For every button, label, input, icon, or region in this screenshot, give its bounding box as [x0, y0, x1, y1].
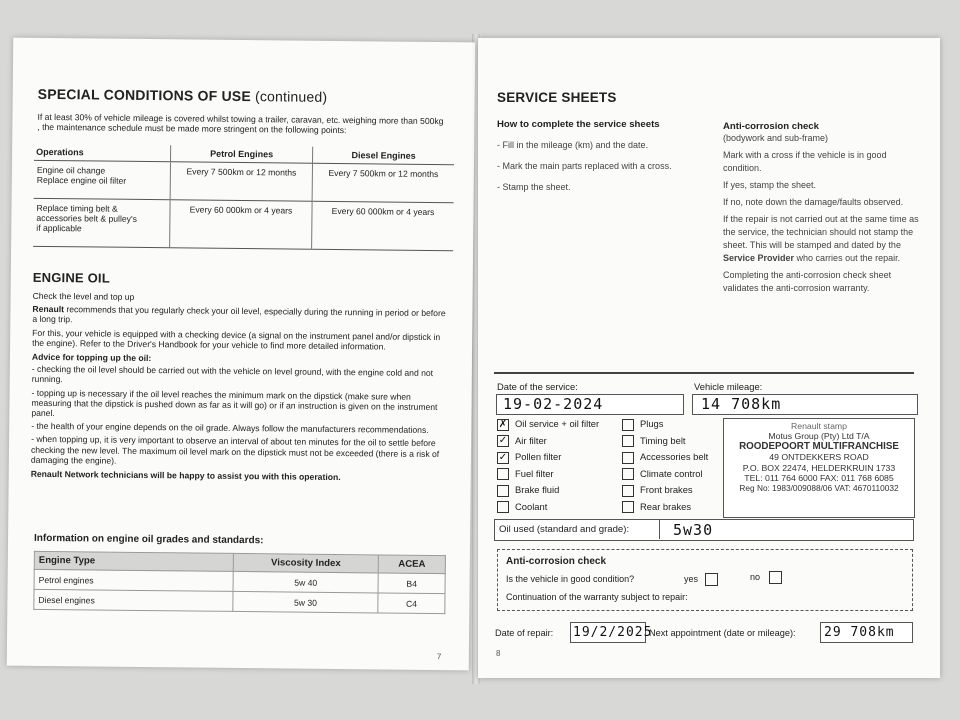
list-item: - Fill in the mileage (km) and the date. [497, 140, 649, 150]
fuel-filter-label: Fuel filter [515, 467, 554, 479]
timing-belt-checkbox[interactable] [622, 435, 634, 447]
list-item [622, 435, 708, 452]
advice-title: Advice for topping up the oil: [31, 351, 152, 364]
form-divider [494, 372, 914, 374]
diesel-cell: Every 60 000km or 4 years [312, 201, 454, 250]
list-item: - when topping up, it is very important to observe an interval of about ten minutes for the oil to settle before checking the new level. The maximum oil level mark on the dipstick must not be exceeded (there is a risk of damaging the engine). [30, 434, 440, 466]
operation-line: accessories belt & pulley's [36, 212, 137, 224]
anticorrosion-instructions [723, 121, 923, 295]
diesel-cell: Every 7 500km or 12 months [312, 163, 454, 202]
climate-control-checkbox[interactable] [622, 468, 634, 480]
pollen-filter-checkbox[interactable]: ✓ [498, 451, 508, 463]
list-item [497, 435, 599, 452]
acea-cell: B4 [378, 573, 445, 594]
header-diesel: Diesel Engines [313, 147, 455, 165]
table-row [33, 198, 453, 250]
brake-fluid-label: Brake fluid [515, 484, 560, 495]
list-item [622, 484, 708, 501]
stamp-line: 49 ONTDEKKERS ROAD [769, 452, 869, 463]
list-item: - topping up is necessary if the oil level reaches the minimum mark on the dipstick (make sure when measuring that the dipstick is pushed down as far as it will go) or if an instruction is given on the instrument panel. [31, 387, 438, 419]
service-sheets-title: SERVICE SHEETS [497, 90, 617, 105]
air-filter-label: Air filter [515, 434, 547, 446]
date-of-service-field[interactable]: 19-02-2024 [496, 394, 684, 415]
list-item: - checking the oil level should be carried out with the vehicle on level ground, with the engine cold and not running. [31, 364, 434, 385]
special-conditions-title [38, 86, 328, 105]
stamp-header: Renault stamp [790, 421, 847, 431]
engine-type-cell: Diesel engines [34, 589, 233, 611]
front-brakes-label: Front brakes [640, 484, 693, 495]
header-operations: Operations [34, 144, 171, 162]
how-to-title: How to complete the service sheets [497, 119, 660, 130]
petrol-cell: Every 7 500km or 12 months [170, 162, 312, 201]
table-row [34, 589, 445, 613]
list-item [622, 418, 708, 435]
operation-line: Replace timing belt & [36, 202, 118, 214]
front-brakes-checkbox[interactable] [622, 485, 634, 497]
stamp-line: TEL: 011 764 6000 FAX: 011 768 6085 [744, 473, 894, 484]
timing-belt-label: Timing belt [640, 434, 686, 446]
brake-fluid-checkbox[interactable] [497, 485, 509, 497]
conditions-table [33, 144, 454, 251]
ac-yes-option [684, 573, 724, 586]
table-row [34, 160, 454, 202]
ac-continuation: Continuation of the warranty subject to repair: [506, 592, 688, 602]
list-item: - Stamp the sheet. [497, 182, 571, 192]
network-note: Renault Network technicians will be happy to assist you with this operation. [30, 468, 341, 483]
pollen-filter-label: Pollen filter [515, 451, 562, 462]
anticorrosion-p3: If no, note down the damage/faults observed. [723, 197, 904, 207]
ac-yes-checkbox[interactable] [705, 573, 718, 586]
viscosity-cell: 5w 40 [233, 571, 378, 593]
air-filter-checkbox[interactable]: ✓ [498, 435, 508, 447]
list-item [497, 468, 599, 485]
vehicle-mileage-label: Vehicle mileage: [694, 381, 763, 392]
accessories-belt-label: Accessories belt [640, 451, 709, 462]
renault-brand: Renault [32, 304, 65, 315]
fuel-filter-checkbox[interactable] [497, 468, 509, 480]
operation-line: if applicable [36, 222, 82, 234]
stamp-dealer-name: ROODEPOORT MULTIFRANCHISE [739, 440, 899, 452]
how-to-section [497, 119, 707, 194]
oil-grades-table [33, 551, 446, 614]
date-of-service-label: Date of the service: [497, 381, 578, 392]
header-viscosity: Viscosity Index [233, 553, 378, 573]
coolant-label: Coolant [515, 500, 548, 512]
viscosity-cell: 5w 30 [233, 591, 378, 613]
coolant-checkbox[interactable] [497, 501, 509, 513]
rear-brakes-checkbox[interactable] [622, 501, 634, 513]
anticorrosion-title: Anti-corrosion check [723, 121, 819, 132]
check-level-text: Check the level and top up [32, 290, 135, 302]
header-engine-type: Engine Type [34, 551, 233, 571]
grades-title: Information on engine oil grades and standards: [34, 532, 264, 547]
ac-question: Is the vehicle in good condition? [506, 574, 635, 584]
renault-recommendation-text: recommends that you regularly check your oil level, especially during the running in period or before a long trip. [32, 304, 446, 325]
anticorrosion-p4 [723, 213, 923, 265]
petrol-cell: Every 60 000km or 4 years [170, 200, 313, 249]
oil-service-checkbox[interactable]: ✗ [498, 418, 508, 430]
intro-text: If at least 30% of vehicle mileage is covered whilst towing a trailer, caravan, etc. weighing more than 500kg , the maintenance schedule must be made more stringent on the following points: [37, 111, 444, 136]
list-item [497, 418, 599, 435]
title-light: (continued) [254, 88, 328, 105]
list-item [497, 501, 599, 518]
ac-no-label: no [750, 571, 761, 582]
anticorrosion-check-box [497, 549, 913, 611]
oil-service-label: Oil service + oil filter [515, 418, 600, 429]
title-bold: SPECIAL CONDITIONS OF USE [37, 85, 252, 105]
next-appointment-field[interactable]: 29 708km [820, 622, 913, 643]
anticorrosion-p4-end: who carries out the repair. [794, 253, 901, 263]
renault-recommendation [32, 304, 452, 329]
engine-type-cell: Petrol engines [34, 569, 233, 591]
advice-list [31, 364, 452, 469]
anticorrosion-p5: Completing the anti-corrosion check sheet validates the anti-corrosion warranty. [723, 270, 892, 293]
stamp-line: Motus Group (Pty) Ltd T/A [768, 431, 870, 442]
oil-used-label: Oil used (standard and grade): [499, 524, 630, 535]
service-provider: Service Provider [723, 253, 795, 263]
operation-cell [34, 160, 171, 199]
list-item: - Mark the main parts replaced with a cross. [497, 161, 672, 171]
dealer-stamp-box [723, 418, 915, 518]
date-of-repair-field[interactable]: 19/2/2025 [570, 622, 646, 643]
page-number: 7 [436, 652, 442, 662]
anticorrosion-p1: Mark with a cross if the vehicle is in good condition. [723, 150, 887, 173]
acea-cell: C4 [378, 593, 445, 614]
operation-line: Replace engine oil filter [36, 174, 127, 186]
oil-used-field[interactable]: 5w30 [673, 521, 714, 539]
list-item: - the health of your engine depends on the oil grade. Always follow the manufacturers recommendations. [31, 421, 429, 436]
ac-no-option [750, 571, 788, 584]
header-petrol: Petrol Engines [171, 145, 313, 163]
page-number: 8 [496, 649, 501, 658]
ac-yes-label: yes [684, 573, 699, 584]
operation-cell [33, 198, 170, 247]
anticorrosion-p4-text: If the repair is not carried out at the same time as the service, the technician should not stamp the sheet. This will be stamped and dated by the [723, 214, 919, 250]
engine-oil-body [31, 291, 453, 484]
ac-title: Anti-corrosion check [506, 556, 607, 567]
service-items-col2 [622, 418, 708, 517]
list-item [622, 451, 708, 468]
stamp-line: P.O. BOX 22474, HELDERKRUIN 1733 [742, 462, 896, 473]
accessories-belt-checkbox[interactable] [622, 452, 634, 464]
climate-control-label: Climate control [640, 467, 703, 479]
anticorrosion-subtitle: (bodywork and sub-frame) [723, 133, 829, 143]
service-items-col1 [497, 418, 599, 517]
stamp-line: Reg No: 1983/009088/06 VAT: 4670110032 [739, 483, 899, 494]
list-item [497, 484, 599, 501]
rear-brakes-label: Rear brakes [640, 500, 692, 512]
engine-oil-title: ENGINE OIL [32, 269, 110, 286]
plugs-checkbox[interactable] [622, 419, 634, 431]
header-acea: ACEA [378, 555, 445, 574]
checking-device-text: For this, your vehicle is equipped with a checking device (a signal on the instrument panel and/or dipstick in the engine). Refer to the Driver's Handbook for your vehicle to find more detailed information. [32, 327, 441, 352]
anticorrosion-p2: If yes, stamp the sheet. [723, 180, 817, 190]
date-of-repair-label: Date of repair: [495, 628, 554, 638]
operation-line: Engine oil change [36, 164, 106, 176]
list-item [622, 468, 708, 485]
vehicle-mileage-field[interactable]: 14 708km [692, 394, 918, 415]
next-appointment-label: Next appointment (date or mileage): [649, 628, 796, 638]
right-page [478, 38, 940, 678]
list-item [622, 501, 708, 518]
plugs-label: Plugs [640, 418, 664, 429]
ac-no-checkbox[interactable] [769, 571, 782, 584]
list-item [497, 451, 599, 468]
oil-used-box [494, 519, 914, 541]
left-page [7, 38, 476, 671]
